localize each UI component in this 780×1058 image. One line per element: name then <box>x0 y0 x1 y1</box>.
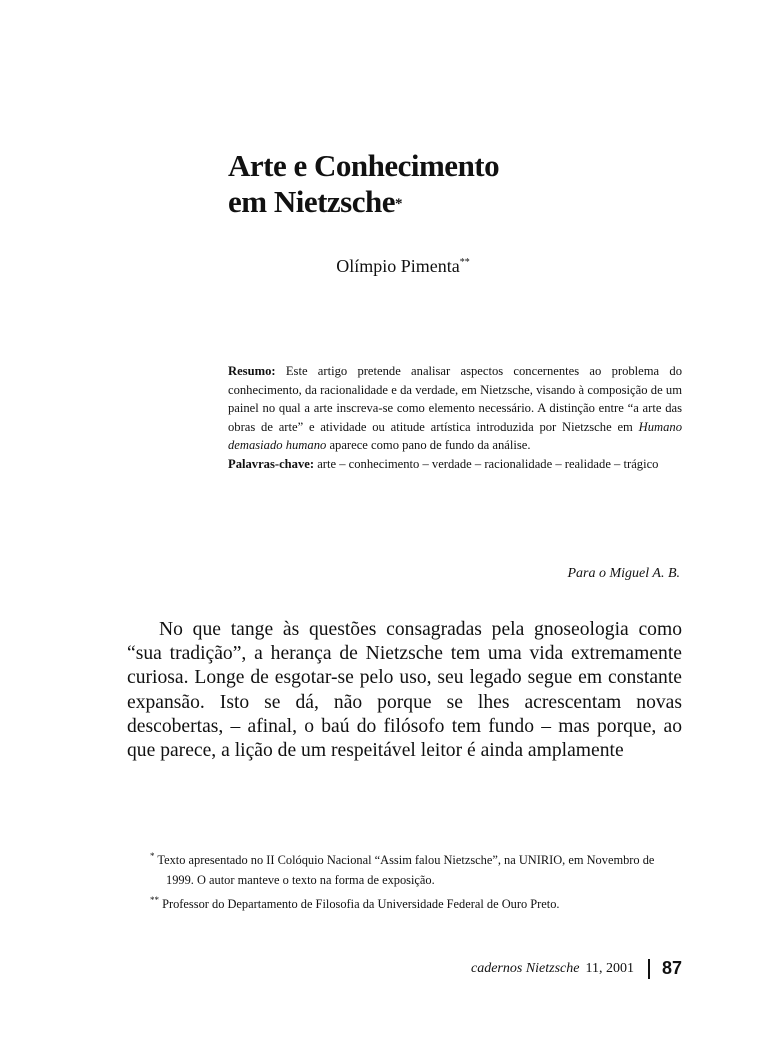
abstract-paragraph <box>228 362 682 455</box>
abstract-block <box>228 362 682 473</box>
page-number: 87 <box>661 958 682 978</box>
body-paragraph: No que tange às questões consagradas pela gnoseologia como “sua tradição”, a herança de Nietzsche tem uma vida extremamente curiosa. Longe de esgotar-se pelo uso, seu legado segue em constante expansão. Isto se dá, não porque se lhes acrescentam novas descobertas, – afinal, o baú do filósofo tem fundo – mas porque, ao que parece, a lição de um respeitável leitor é ainda amplamente <box>127 619 682 762</box>
footnote-1-text: Texto apresentado no II Colóquio Nacional “Assim falou Nietzsche”, na UNIRIO, em Novembro de 1999. O autor manteve o texto na forma de exposição. <box>154 853 655 888</box>
abstract-work-title: Humano demasiado humano <box>228 419 682 452</box>
footer-divider <box>648 959 650 979</box>
author-footnote-mark: ** <box>459 257 470 268</box>
title-footnote-mark: * <box>395 196 402 212</box>
footnote-2-mark: ** <box>150 895 159 906</box>
journal-issue: 11, 2001 <box>585 960 634 976</box>
footnote-1 <box>150 846 682 890</box>
footnotes <box>150 846 682 914</box>
author-name: Olímpio Pimenta <box>336 256 460 276</box>
title-line-2: em Nietzsche <box>228 184 395 219</box>
title-line-1: Arte e Conhecimento <box>228 148 500 183</box>
footnote-2-text: Professor do Departamento de Filosofia da Universidade Federal de Ouro Preto. <box>159 897 560 912</box>
footnote-2 <box>150 890 682 914</box>
abstract-text-1: Este artigo pretende analisar aspectos concernentes ao problema do conhecimento, da racionalidade e da verdade, em Nietzsche, visando à composição de um painel no qual a arte inscreva-se como elemento necessário. A distinção entre “a arte das obras de arte” e atividade ou atitude artística introduzida por Nietzsche em <box>228 364 682 434</box>
journal-name: cadernos Nietzsche <box>471 960 580 976</box>
dedication: Para o Miguel A. B. <box>567 566 680 581</box>
author-byline <box>228 256 578 277</box>
abstract-text-2: aparece como pano de fundo da análise. <box>326 438 531 452</box>
page-footer <box>471 958 682 979</box>
keywords-paragraph <box>228 455 682 474</box>
keywords-text: arte – conhecimento – verdade – racionalidade – realidade – trágico <box>314 456 659 471</box>
keywords-label: Palavras-chave: <box>228 456 315 471</box>
article-title <box>228 148 688 220</box>
footnote-1-mark: * <box>150 851 155 861</box>
abstract-label: Resumo: <box>228 364 276 378</box>
